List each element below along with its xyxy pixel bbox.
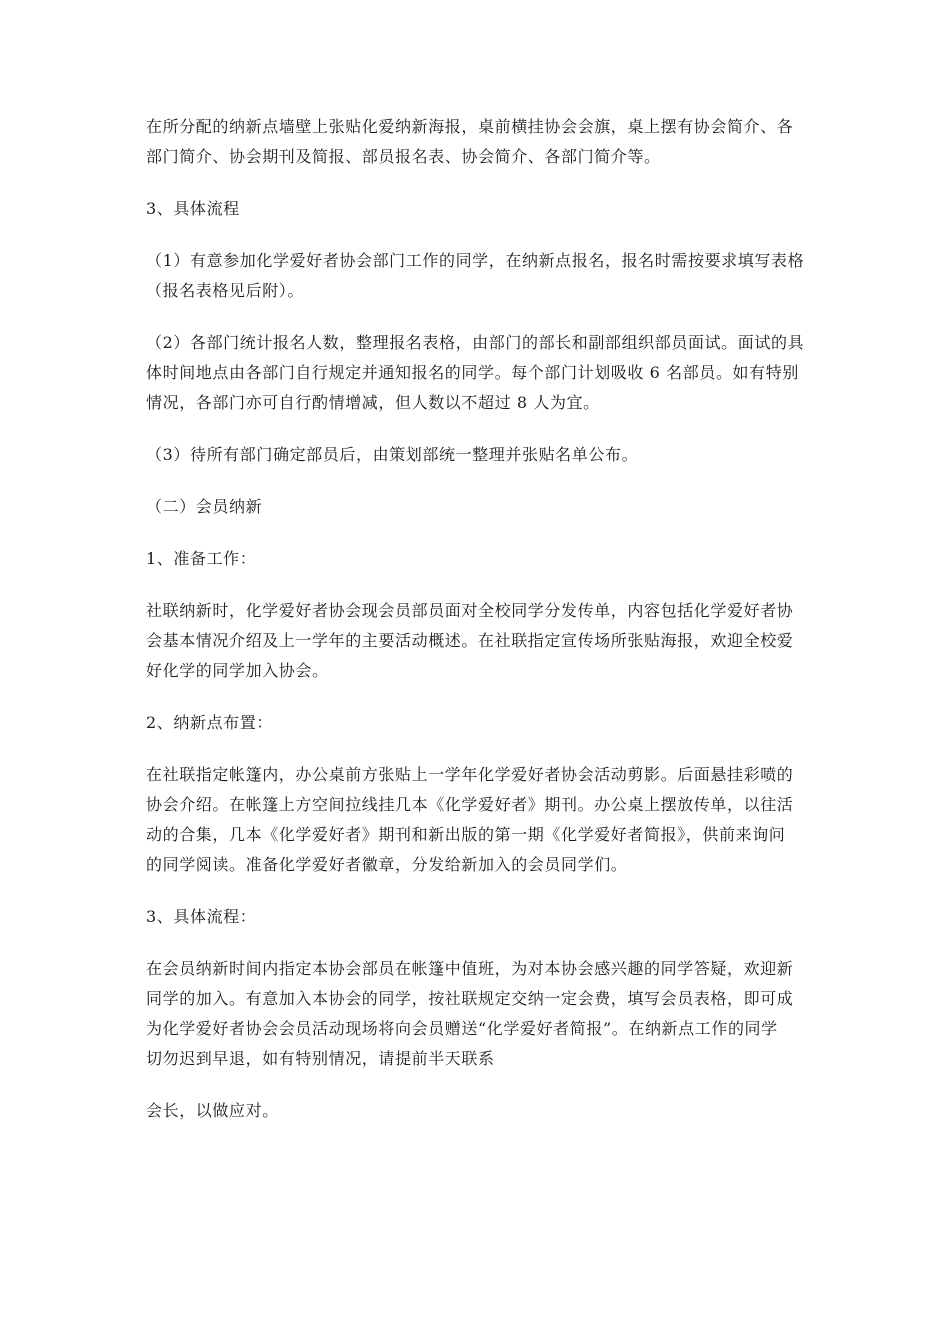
document-body — [146, 112, 812, 1148]
text-line: 体时间地点由各部门自行规定并通知报名的同学。每个部门计划吸收 6 名部员。如有特别 — [146, 363, 799, 382]
heading-booth-layout — [146, 708, 812, 738]
text-line: 在会员纳新时间内指定本协会部员在帐篷中值班，为对本协会感兴趣的同学答疑，欢迎新 — [146, 959, 794, 978]
paragraph-step-1 — [146, 246, 812, 306]
text-line: （二）会员纳新 — [146, 497, 263, 516]
text-line: 协会介绍。在帐篷上方空间拉线挂几本《化学爱好者》期刊。办公桌上摆放传单，以往活 — [146, 795, 794, 814]
text-line: 3、具体流程： — [146, 907, 257, 926]
paragraph-booth-layout — [146, 760, 812, 880]
paragraph-step-2 — [146, 328, 812, 418]
text-line: 情况，各部门亦可自行酌情增减，但人数以不超过 8 人为宜。 — [146, 393, 600, 412]
text-line: 在所分配的纳新点墙壁上张贴化爱纳新海报，桌前横挂协会会旗，桌上摆有协会简介、各 — [146, 117, 794, 136]
text-line: 在社联指定帐篷内，办公桌前方张贴上一学年化学爱好者协会活动剪影。后面悬挂彩喷的 — [146, 765, 794, 784]
text-line: （1）有意参加化学爱好者协会部门工作的同学，在纳新点报名，报名时需按要求填写表格 — [146, 251, 805, 270]
text-line: 1、准备工作： — [146, 549, 257, 568]
paragraph-member-process — [146, 954, 812, 1074]
paragraph-step-3 — [146, 440, 812, 470]
text-line: 动的合集，几本《化学爱好者》期刊和新出版的第一期《化学爱好者简报》，供前来询问 — [146, 825, 786, 844]
paragraph-preparation — [146, 596, 812, 686]
text-line: 2、纳新点布置： — [146, 713, 273, 732]
text-line: （2）各部门统计报名人数，整理报名表格，由部门的部长和副部组织部员面试。面试的具 — [146, 333, 805, 352]
text-line: 同学的加入。有意加入本协会的同学，按社联规定交纳一定会费，填写会员表格，即可成 — [146, 989, 794, 1008]
text-line: 社联纳新时，化学爱好者协会现会员部员面对全校同学分发传单，内容包括化学爱好者协 — [146, 601, 794, 620]
text-line: （报名表格见后附）。 — [146, 281, 305, 300]
text-line: 切勿迟到早退，如有特别情况，请提前半天联系 — [146, 1049, 495, 1068]
paragraph-closing — [146, 1096, 812, 1126]
heading-preparation — [146, 544, 812, 574]
text-line: 为化学爱好者协会会员活动现场将向会员赠送“化学爱好者简报”。在纳新点工作的同学 — [146, 1019, 778, 1038]
text-line: 会基本情况介绍及上一学年的主要活动概述。在社联指定宣传场所张贴海报，欢迎全校爱 — [146, 631, 794, 650]
text-line: 的同学阅读。准备化学爱好者徽章，分发给新加入的会员同学们。 — [146, 855, 628, 874]
text-line: 好化学的同学加入协会。 — [146, 661, 329, 680]
text-line: 部门简介、协会期刊及简报、部员报名表、协会简介、各部门简介等。 — [146, 147, 661, 166]
text-line: 会长，以做应对。 — [146, 1101, 279, 1120]
text-line: 3、具体流程 — [146, 199, 240, 218]
text-line: （3）待所有部门确定部员后，由策划部统一整理并张贴名单公布。 — [146, 445, 639, 464]
section-heading-member-recruitment — [146, 492, 812, 522]
paragraph-venue-setup — [146, 112, 812, 172]
heading-specific-process-2 — [146, 902, 812, 932]
heading-specific-process — [146, 194, 812, 224]
